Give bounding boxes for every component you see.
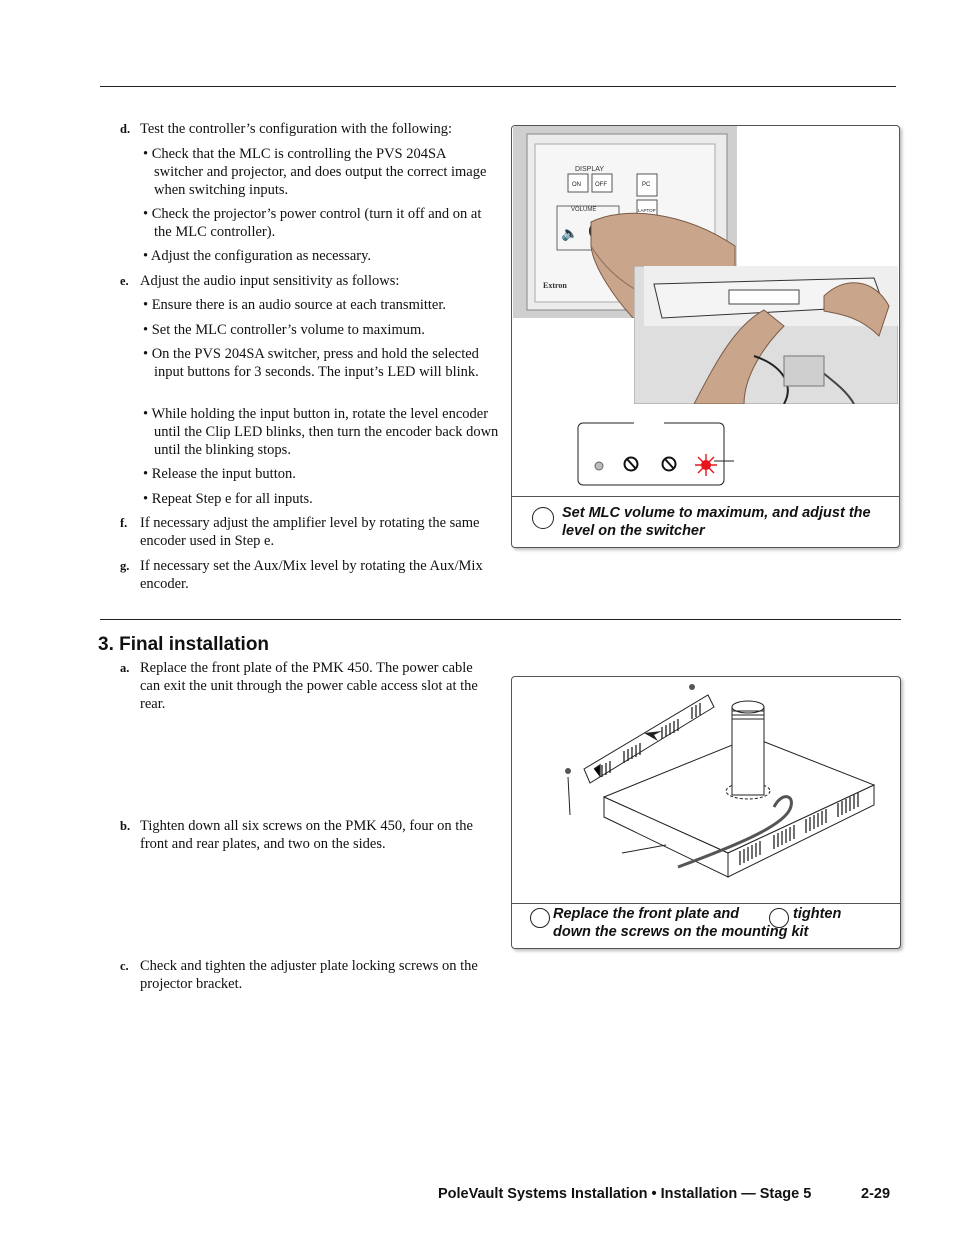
- step-3b: [120, 817, 490, 853]
- step-g-text: If necessary set the Aux/Mix level by rotating the Aux/Mix encoder.: [140, 558, 483, 592]
- step-d-bullet-3: • Adjust the configuration as necessary.: [143, 248, 372, 264]
- step-d-label: d.: [120, 122, 131, 136]
- page-number: 2-29: [861, 1186, 891, 1202]
- step-3b-text: Tighten down all six screws on the PMK 450, four on the front and rear plates, and two on the sides.: [140, 818, 473, 852]
- figure-front-plate: [511, 676, 901, 949]
- step-e-bullet-3: • On the PVS 204SA switcher, press and hold the selected input buttons for 3 seconds. The input’s LED will blink.: [143, 346, 479, 380]
- caption-callout-circle-1: [530, 908, 550, 928]
- pc-label: PC: [642, 182, 651, 188]
- step-g-label: g.: [120, 559, 130, 573]
- step-3a: [120, 659, 490, 713]
- step-e-bullet-2: • Set the MLC controller’s volume to maximum.: [143, 322, 425, 338]
- step-g: [120, 557, 490, 593]
- off-label: OFF: [595, 182, 607, 188]
- display-label: DISPLAY: [575, 166, 605, 173]
- step-f-text: If necessary adjust the amplifier level by rotating the same encoder used in Step e.: [140, 515, 480, 549]
- screw-icon: [565, 768, 571, 774]
- status-led: [595, 462, 603, 470]
- step-3b-label: b.: [120, 819, 131, 833]
- step-e-bullet-1: • Ensure there is an audio source at each transmitter.: [143, 297, 447, 313]
- laptop-label: LAPTOP: [638, 208, 656, 213]
- step-e-bullet-5: • Release the input button.: [143, 466, 296, 482]
- step-f-label: f.: [120, 516, 128, 530]
- step-3a-label: a.: [120, 661, 130, 675]
- section-title: 3. Final installation: [98, 634, 270, 655]
- mounting-kit-illustration: [512, 677, 900, 901]
- figure1-caption: Set MLC volume to maximum, and adjust the level on the switcher: [562, 505, 871, 539]
- figure2-caption-part1: Replace the front plate and: [553, 906, 740, 922]
- step-d-bullet-2: • Check the projector’s power control (turn it off and on at the MLC controller).: [143, 206, 482, 240]
- step-d: [120, 120, 490, 138]
- step-3c: [120, 957, 490, 993]
- figure2-caption-part3: down the screws on the mounting kit: [553, 924, 809, 940]
- screw-icon: [689, 684, 695, 690]
- step-3c-label: c.: [120, 959, 129, 973]
- switcher-photo: [634, 266, 898, 404]
- step-e-bullet-4: • While holding the input button in, rotate the level encoder until the Clip LED blinks, then turn the encoder back down until the blinking stops.: [143, 406, 499, 458]
- step-f: [120, 514, 490, 550]
- top-rule: [100, 86, 896, 87]
- step-d-text: Test the controller’s configuration with the following:: [140, 121, 453, 137]
- on-label: ON: [572, 182, 581, 188]
- section-rule: [100, 619, 901, 620]
- figure-mlc-volume: [511, 125, 900, 548]
- extron-brand: Extron: [543, 281, 567, 290]
- step-3a-text: Replace the front plate of the PMK 450. The power cable can exit the unit through the power cable access slot at the rear.: [140, 660, 478, 712]
- step-e-bullet-6: • Repeat Step e for all inputs.: [143, 491, 313, 507]
- step-d-bullet-1: • Check that the MLC is controlling the PVS 204SA switcher and projector, and does output the correct image when switching inputs.: [143, 146, 487, 198]
- step-e-text: Adjust the audio input sensitivity as follows:: [140, 273, 400, 289]
- caption-callout-circle: [532, 507, 554, 529]
- footer-title: PoleVault Systems Installation • Installation — Stage 5: [438, 1186, 812, 1202]
- volume-label: VOLUME: [571, 207, 597, 213]
- step-e: [120, 272, 490, 290]
- step-e-label: e.: [120, 274, 129, 288]
- step-3c-text: Check and tighten the adjuster plate locking screws on the projector bracket.: [140, 958, 478, 992]
- switcher-front-panel-diagram: [574, 421, 814, 491]
- figure2-caption-part2: tighten: [793, 906, 842, 922]
- speaker-icon: 🔈: [561, 227, 579, 242]
- clip-led-blinking-icon: [695, 454, 717, 476]
